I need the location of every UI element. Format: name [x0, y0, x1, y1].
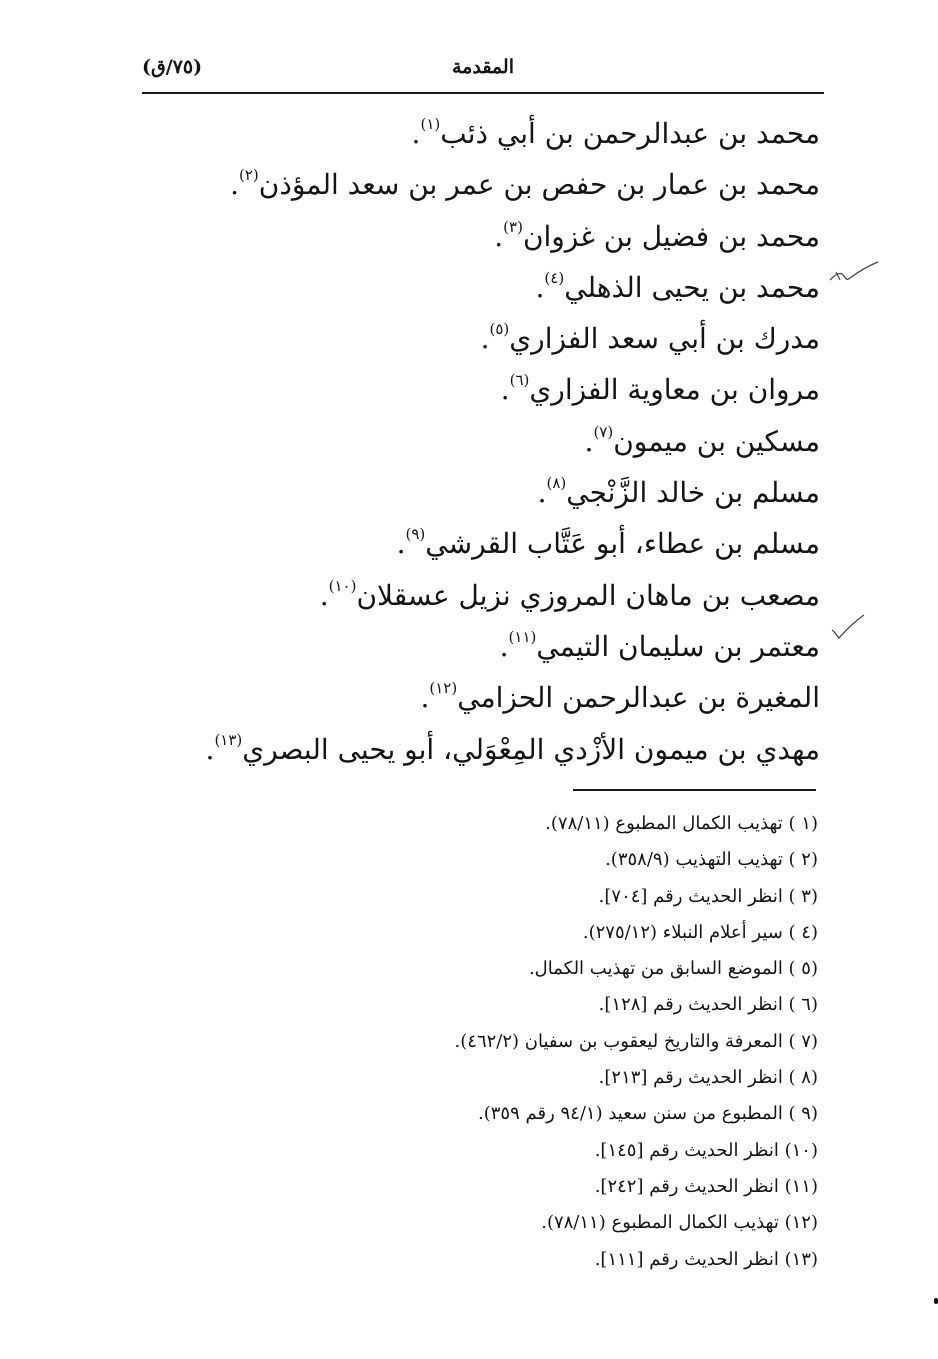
- footnote: (٨ ) انظر الحديث رقم [٢١٣].: [598, 1067, 818, 1089]
- narrator-name: مسكين بن ميمون: [613, 424, 820, 458]
- footnote-marker: (٧): [593, 422, 614, 441]
- footnote-marker: (١٠): [328, 576, 357, 595]
- narrator-entry: [180, 621, 820, 672]
- entry-end: .: [584, 424, 594, 458]
- narrator-list: [180, 108, 820, 775]
- narrator-name: معتمر بن سليمان التيمي: [536, 629, 820, 663]
- header-rule: [142, 92, 824, 94]
- narrator-entry: [180, 518, 820, 569]
- narrator-name: مسلم بن عطاء، أبو عَتَّاب القرشي: [425, 527, 820, 561]
- narrator-entry: [180, 364, 820, 415]
- narrator-entry: [180, 262, 820, 313]
- narrator-name: مروان بن معاوية الفزاري: [529, 373, 820, 407]
- scan-speck: [934, 1298, 938, 1304]
- footnotes: [298, 806, 818, 1278]
- entry-end: .: [494, 219, 504, 253]
- entry-end: .: [230, 168, 239, 202]
- footnote-separator: [573, 789, 816, 791]
- narrator-entry: [180, 724, 820, 775]
- narrator-entry: [180, 570, 820, 621]
- footnote-marker: (١١): [508, 627, 537, 646]
- entry-end: .: [420, 681, 430, 715]
- entry-end: .: [319, 578, 329, 612]
- narrator-entry: [180, 416, 820, 467]
- narrator-name: مصعب بن ماهان المروزي نزيل عسقلان: [356, 578, 820, 612]
- footnote-marker: (٩): [405, 525, 426, 544]
- footnote: (١١) انظر الحديث رقم [٢٤٢].: [594, 1175, 818, 1197]
- narrator-name: مهدي بن ميمون الأزْدي المِعْوَلي، أبو يحيى البصري: [242, 732, 820, 766]
- page-title: المقدمة: [451, 56, 514, 78]
- narrator-name: المغيرة بن عبدالرحمن الحزامي: [457, 681, 820, 715]
- footnote-marker: (٥): [489, 320, 510, 339]
- narrator-name: محمد بن فضيل بن غزوان: [522, 219, 820, 253]
- entry-end: .: [205, 732, 215, 766]
- entry-end: .: [537, 476, 547, 510]
- footnote: (١٣) انظر الحديث رقم [١١١].: [594, 1248, 818, 1270]
- footnote-marker: (٣): [503, 217, 523, 236]
- footnote-marker: (٢): [239, 166, 259, 185]
- footnote-marker: (٤): [544, 268, 565, 287]
- footnote: (١ ) تهذيب الكمال المطبوع (٧٨/١١).: [545, 813, 818, 834]
- footnote: (٥ ) الموضع السابق من تهذيب الكمال.: [528, 958, 818, 980]
- narrator-entry: [180, 159, 820, 210]
- entry-end: .: [411, 117, 421, 150]
- narrator-name: محمد بن عمار بن حفص بن عمر بن سعد المؤذن: [258, 168, 820, 202]
- running-header: [142, 52, 824, 88]
- footnote-marker: (١٣): [214, 730, 243, 749]
- entry-end: .: [480, 322, 490, 356]
- narrator-name: مسلم بن خالد الزَّنْجي: [566, 476, 820, 510]
- narrator-entry: [180, 313, 820, 364]
- entry-end: .: [500, 373, 510, 407]
- footnote: (٩ ) المطبوع من سنن سعيد (٩٤/١ رقم ٣٥٩).: [478, 1103, 818, 1125]
- footnote: (١٠) انظر الحديث رقم [١٤٥].: [594, 1139, 818, 1161]
- narrator-name: مدرك بن أبي سعد الفزاري: [509, 322, 820, 356]
- narrator-name: محمد بن يحيى الذهلي: [564, 270, 820, 304]
- footnote: (٦ ) انظر الحديث رقم [١٢٨].: [598, 994, 818, 1016]
- footnote: (٣ ) انظر الحديث رقم [٧٠٤].: [598, 885, 818, 907]
- entry-end: .: [535, 270, 545, 304]
- footnote: (٢ ) تهذيب التهذيب (٣٥٨/٩).: [605, 849, 818, 871]
- footnote: (١٢) تهذيب الكمال المطبوع (٧٨/١١).: [541, 1212, 818, 1234]
- narrator-entry: [180, 211, 820, 262]
- footnote-marker: (٦): [509, 371, 530, 390]
- footnote: (٤ ) سير أعلام النبلاء (٢٧٥/١٢).: [582, 921, 818, 943]
- footnote-marker: (٨): [546, 474, 567, 493]
- entry-end: .: [499, 629, 509, 663]
- entry-end: .: [396, 527, 406, 561]
- footnote: (٧ ) المعرفة والتاريخ ليعقوب بن سفيان (٤٦٢/٢).: [454, 1030, 818, 1052]
- narrator-entry: [180, 108, 820, 159]
- narrator-name: محمد بن عبدالرحمن بن أبي ذئب: [440, 117, 820, 150]
- footnote-marker: (١): [420, 115, 441, 133]
- footnote-marker: (١٢): [429, 679, 458, 698]
- narrator-entry: [180, 672, 820, 723]
- narrator-entry: [180, 467, 820, 518]
- manuscript-folio-reference: (٧٥/ق): [142, 56, 203, 78]
